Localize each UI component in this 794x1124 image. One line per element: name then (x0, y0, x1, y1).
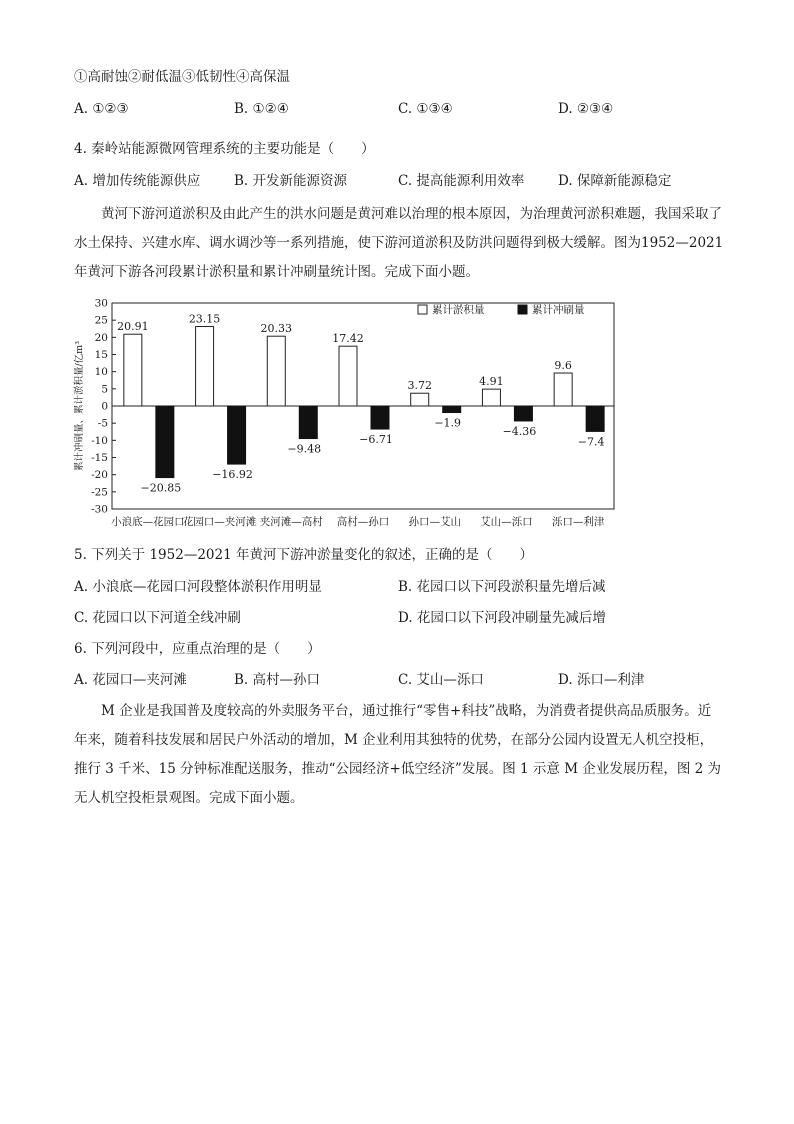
data-label-scour: −6.71 (359, 433, 393, 447)
bar-scour (443, 406, 461, 413)
y-tick-label: 15 (94, 349, 108, 361)
data-label-deposition: 20.33 (260, 322, 293, 336)
x-category-label: 花园口—夹河滩 (182, 516, 257, 528)
bar-scour (586, 406, 604, 431)
q5-option-c[interactable]: C. 花园口以下河道全线冲刷 (74, 610, 241, 626)
data-label-deposition: 17.42 (332, 332, 364, 346)
legend-swatch-deposition (418, 305, 427, 314)
y-tick-label: 30 (94, 297, 108, 310)
y-tick-label: -30 (91, 503, 108, 516)
bar-scour (156, 406, 174, 478)
bar-deposition (411, 393, 429, 406)
q6-option-b[interactable]: B. 高村—孙口 (234, 672, 321, 688)
data-label-deposition: 3.72 (407, 379, 432, 393)
bar-deposition (196, 327, 214, 406)
bar-deposition (267, 336, 285, 406)
x-category-label: 泺口—利津 (551, 516, 605, 528)
x-category-label: 高村—孙口 (336, 516, 390, 528)
passage-m-enterprise: M 企业是我国普及度较高的外卖服务平台，通过推行“零售+科技”战略，为消费者提供高品质服务。近年来，随着科技发展和居民户外活动的增加，M 企业利用其独特的优势，在部分公园内设置无人机空投柜，推行 3 千米、15 分钟标准配送服务，推动“公园经济+低空经济”发展。图 1 示意 M 企业发展历程，图 2 为无人机空投柜景观图。完成下面小题。 (74, 703, 722, 806)
legend-label-deposition: 累计淤积量 (432, 304, 485, 316)
bar-scour (514, 406, 532, 421)
q5-option-d[interactable]: D. 花园口以下河段冲刷量先减后增 (398, 610, 606, 626)
data-label-scour: −7.4 (577, 435, 605, 449)
x-category-label: 孙口—艾山 (408, 516, 461, 528)
sediment-bar-chart (72, 295, 632, 535)
q5-option-a[interactable]: A. 小浪底—花园口河段整体淤积作用明显 (74, 579, 322, 595)
data-label-scour: −16.92 (212, 468, 253, 482)
legend-label-scour: 累计冲刷量 (532, 304, 585, 316)
x-category-label: 艾山—泺口 (480, 516, 533, 528)
data-label-deposition: 23.15 (188, 312, 221, 326)
bar-scour (371, 406, 389, 429)
q3-choices-stem: ①高耐蚀②耐低温③低韧性④高保温 (74, 69, 290, 85)
q3-option-d[interactable]: D. ②③④ (558, 101, 614, 117)
y-axis-title: 累计冲刷量、累计淤积量/亿m³ (74, 340, 85, 472)
q5-option-b[interactable]: B. 花园口以下河段淤积量先增后减 (398, 579, 606, 595)
bar-scour (299, 406, 317, 439)
y-tick-label: -10 (91, 434, 108, 447)
y-tick-label: 20 (94, 331, 108, 344)
q6-option-a[interactable]: A. 花园口—夹河滩 (74, 672, 187, 688)
q6-option-c[interactable]: C. 艾山—泺口 (398, 672, 484, 688)
data-label-deposition: 20.91 (117, 320, 149, 334)
data-label-scour: −1.9 (434, 416, 462, 430)
q3-option-b[interactable]: B. ①②④ (234, 101, 289, 117)
bar-deposition (124, 334, 142, 406)
q3-option-c[interactable]: C. ①③④ (398, 101, 453, 117)
y-tick-label: -20 (91, 469, 108, 482)
y-tick-label: 10 (94, 366, 108, 379)
legend-swatch-scour (518, 305, 527, 314)
q4-option-d[interactable]: D. 保障新能源稳定 (558, 173, 672, 189)
y-tick-label: 0 (101, 400, 108, 413)
q5-stem: 5. 下列关于 1952—2021 年黄河下游冲淤量变化的叙述，正确的是（ ） (74, 547, 533, 563)
q4-option-a[interactable]: A. 增加传统能源供应 (74, 173, 201, 189)
q6-stem: 6. 下列河段中，应重点治理的是（ ） (74, 641, 321, 657)
data-label-scour: −20.85 (140, 481, 182, 495)
bar-scour (228, 406, 246, 464)
data-label-deposition: 9.6 (554, 359, 572, 373)
q6-option-d[interactable]: D. 泺口—利津 (558, 672, 645, 688)
data-label-scour: −9.48 (287, 442, 322, 456)
passage-yellow-river: 黄河下游河道淤积及由此产生的洪水问题是黄河难以治理的根本原因，为治理黄河淤积难题，我国采取了水土保持、兴建水库、调水调沙等一系列措施，使下游河道淤积及防洪问题得到极大缓解。图为1952—2021年黄河下游各河段累计淤积量和累计冲刷量统计图。完成下面小题。 (74, 206, 724, 280)
y-tick-label: 5 (101, 383, 108, 396)
data-label-scour: −4.36 (502, 424, 537, 438)
y-tick-label: -25 (91, 486, 108, 499)
y-tick-label: -15 (91, 452, 108, 464)
bar-deposition (482, 389, 500, 406)
q4-option-c[interactable]: C. 提高能源利用效率 (398, 173, 525, 189)
q3-option-a[interactable]: A. ①②③ (74, 101, 129, 117)
data-label-deposition: 4.91 (479, 375, 504, 389)
q4-stem: 4. 秦岭站能源微网管理系统的主要功能是（ ） (74, 141, 375, 157)
bar-deposition (554, 373, 572, 406)
y-tick-label: -5 (97, 417, 108, 430)
y-tick-label: 25 (94, 314, 108, 327)
x-category-label: 小浪底—花园口 (111, 516, 185, 528)
bar-deposition (339, 346, 357, 406)
x-category-label: 夹河滩—高村 (259, 516, 323, 528)
q4-option-b[interactable]: B. 开发新能源资源 (234, 173, 348, 189)
